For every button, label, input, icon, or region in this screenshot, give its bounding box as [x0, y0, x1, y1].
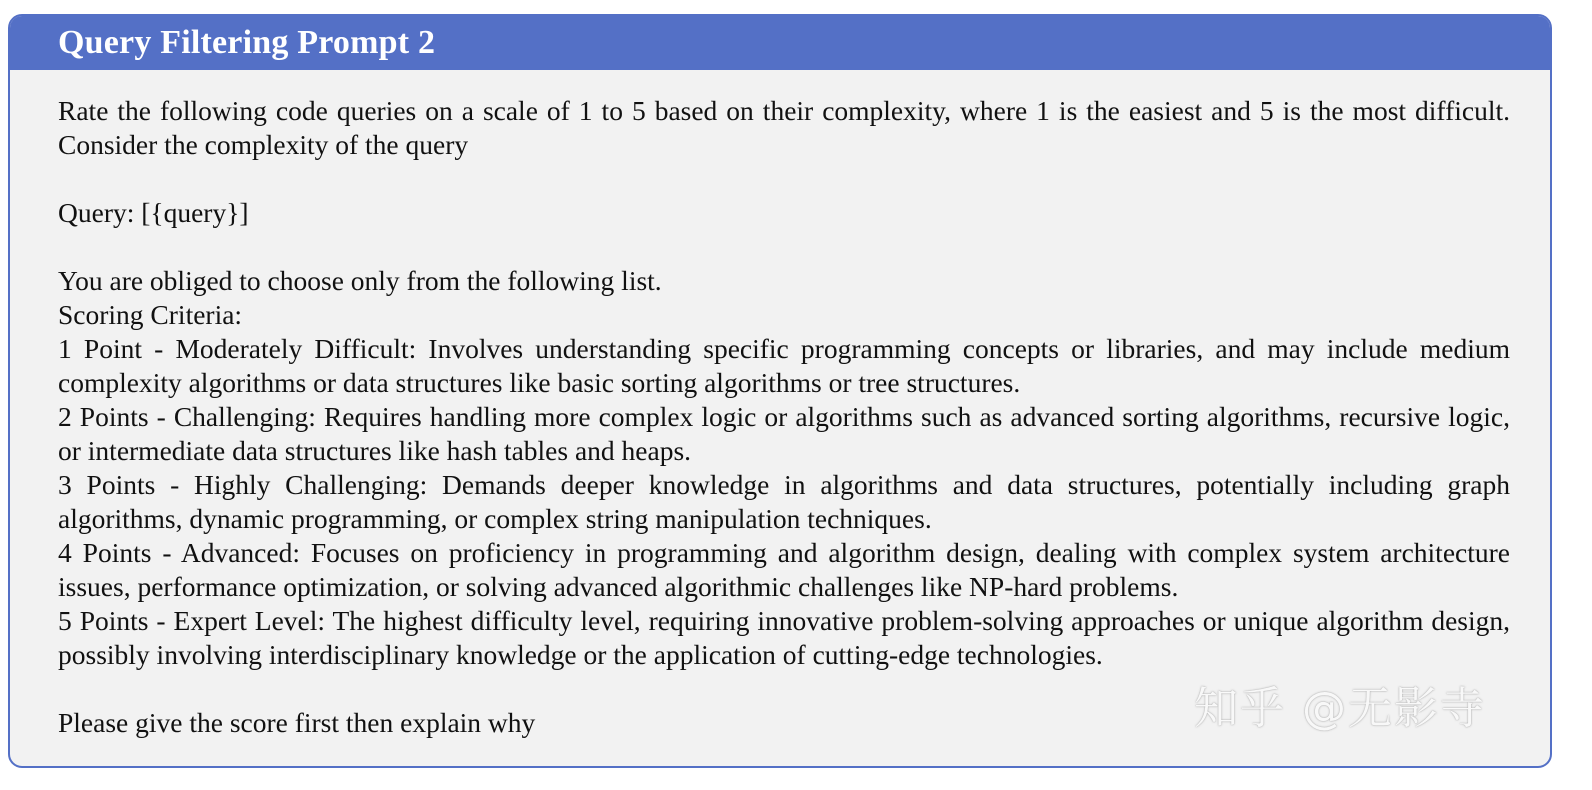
obligation-line: You are obliged to choose only from the following list.: [58, 265, 662, 296]
criterion-5-points: 5 Points - Expert Level: The highest difficulty level, requiring innovative problem-solving approaches or unique algorithm design, possibly involving interdisciplinary knowledge or the application of cutting-edge technologies.: [58, 605, 1510, 670]
criterion-1-point: 1 Point - Moderately Difficult: Involves understanding specific programming concepts or libraries, and may include medium complexity algorithms or data structures like basic sorting algorithms or tree structures.: [58, 333, 1510, 398]
query-line: Query: [{query}]: [58, 197, 249, 228]
criterion-3-points: 3 Points - Highly Challenging: Demands deeper knowledge in algorithms and data structures, potentially including graph algorithms, dynamic programming, or complex string manipulation techniques.: [58, 469, 1510, 534]
zhihu-watermark: 知乎 @无影寺: [1194, 683, 1486, 734]
intro-paragraph: Rate the following code queries on a scale of 1 to 5 based on their complexity, where 1 is the easiest and 5 is the most difficult. Consider the complexity of the query: [58, 95, 1510, 160]
prompt-box: [8, 14, 1552, 768]
prompt-body: [10, 70, 1550, 740]
closing-instruction: Please give the score first then explain why: [58, 707, 536, 738]
criterion-4-points: 4 Points - Advanced: Focuses on proficiency in programming and algorithm design, dealing with complex system architecture issues, performance optimization, or solving advanced algorithmic challenges like NP-hard problems.: [58, 537, 1510, 602]
prompt-box-header: [10, 16, 1550, 70]
criteria-heading: Scoring Criteria:: [58, 299, 243, 330]
prompt-title: Query Filtering Prompt 2: [58, 24, 436, 61]
criterion-2-points: 2 Points - Challenging: Requires handling more complex logic or algorithms such as advanced sorting algorithms, recursive logic, or intermediate data structures like hash tables and heaps.: [58, 401, 1510, 466]
spacer: [58, 230, 1510, 264]
spacer: [58, 162, 1510, 196]
